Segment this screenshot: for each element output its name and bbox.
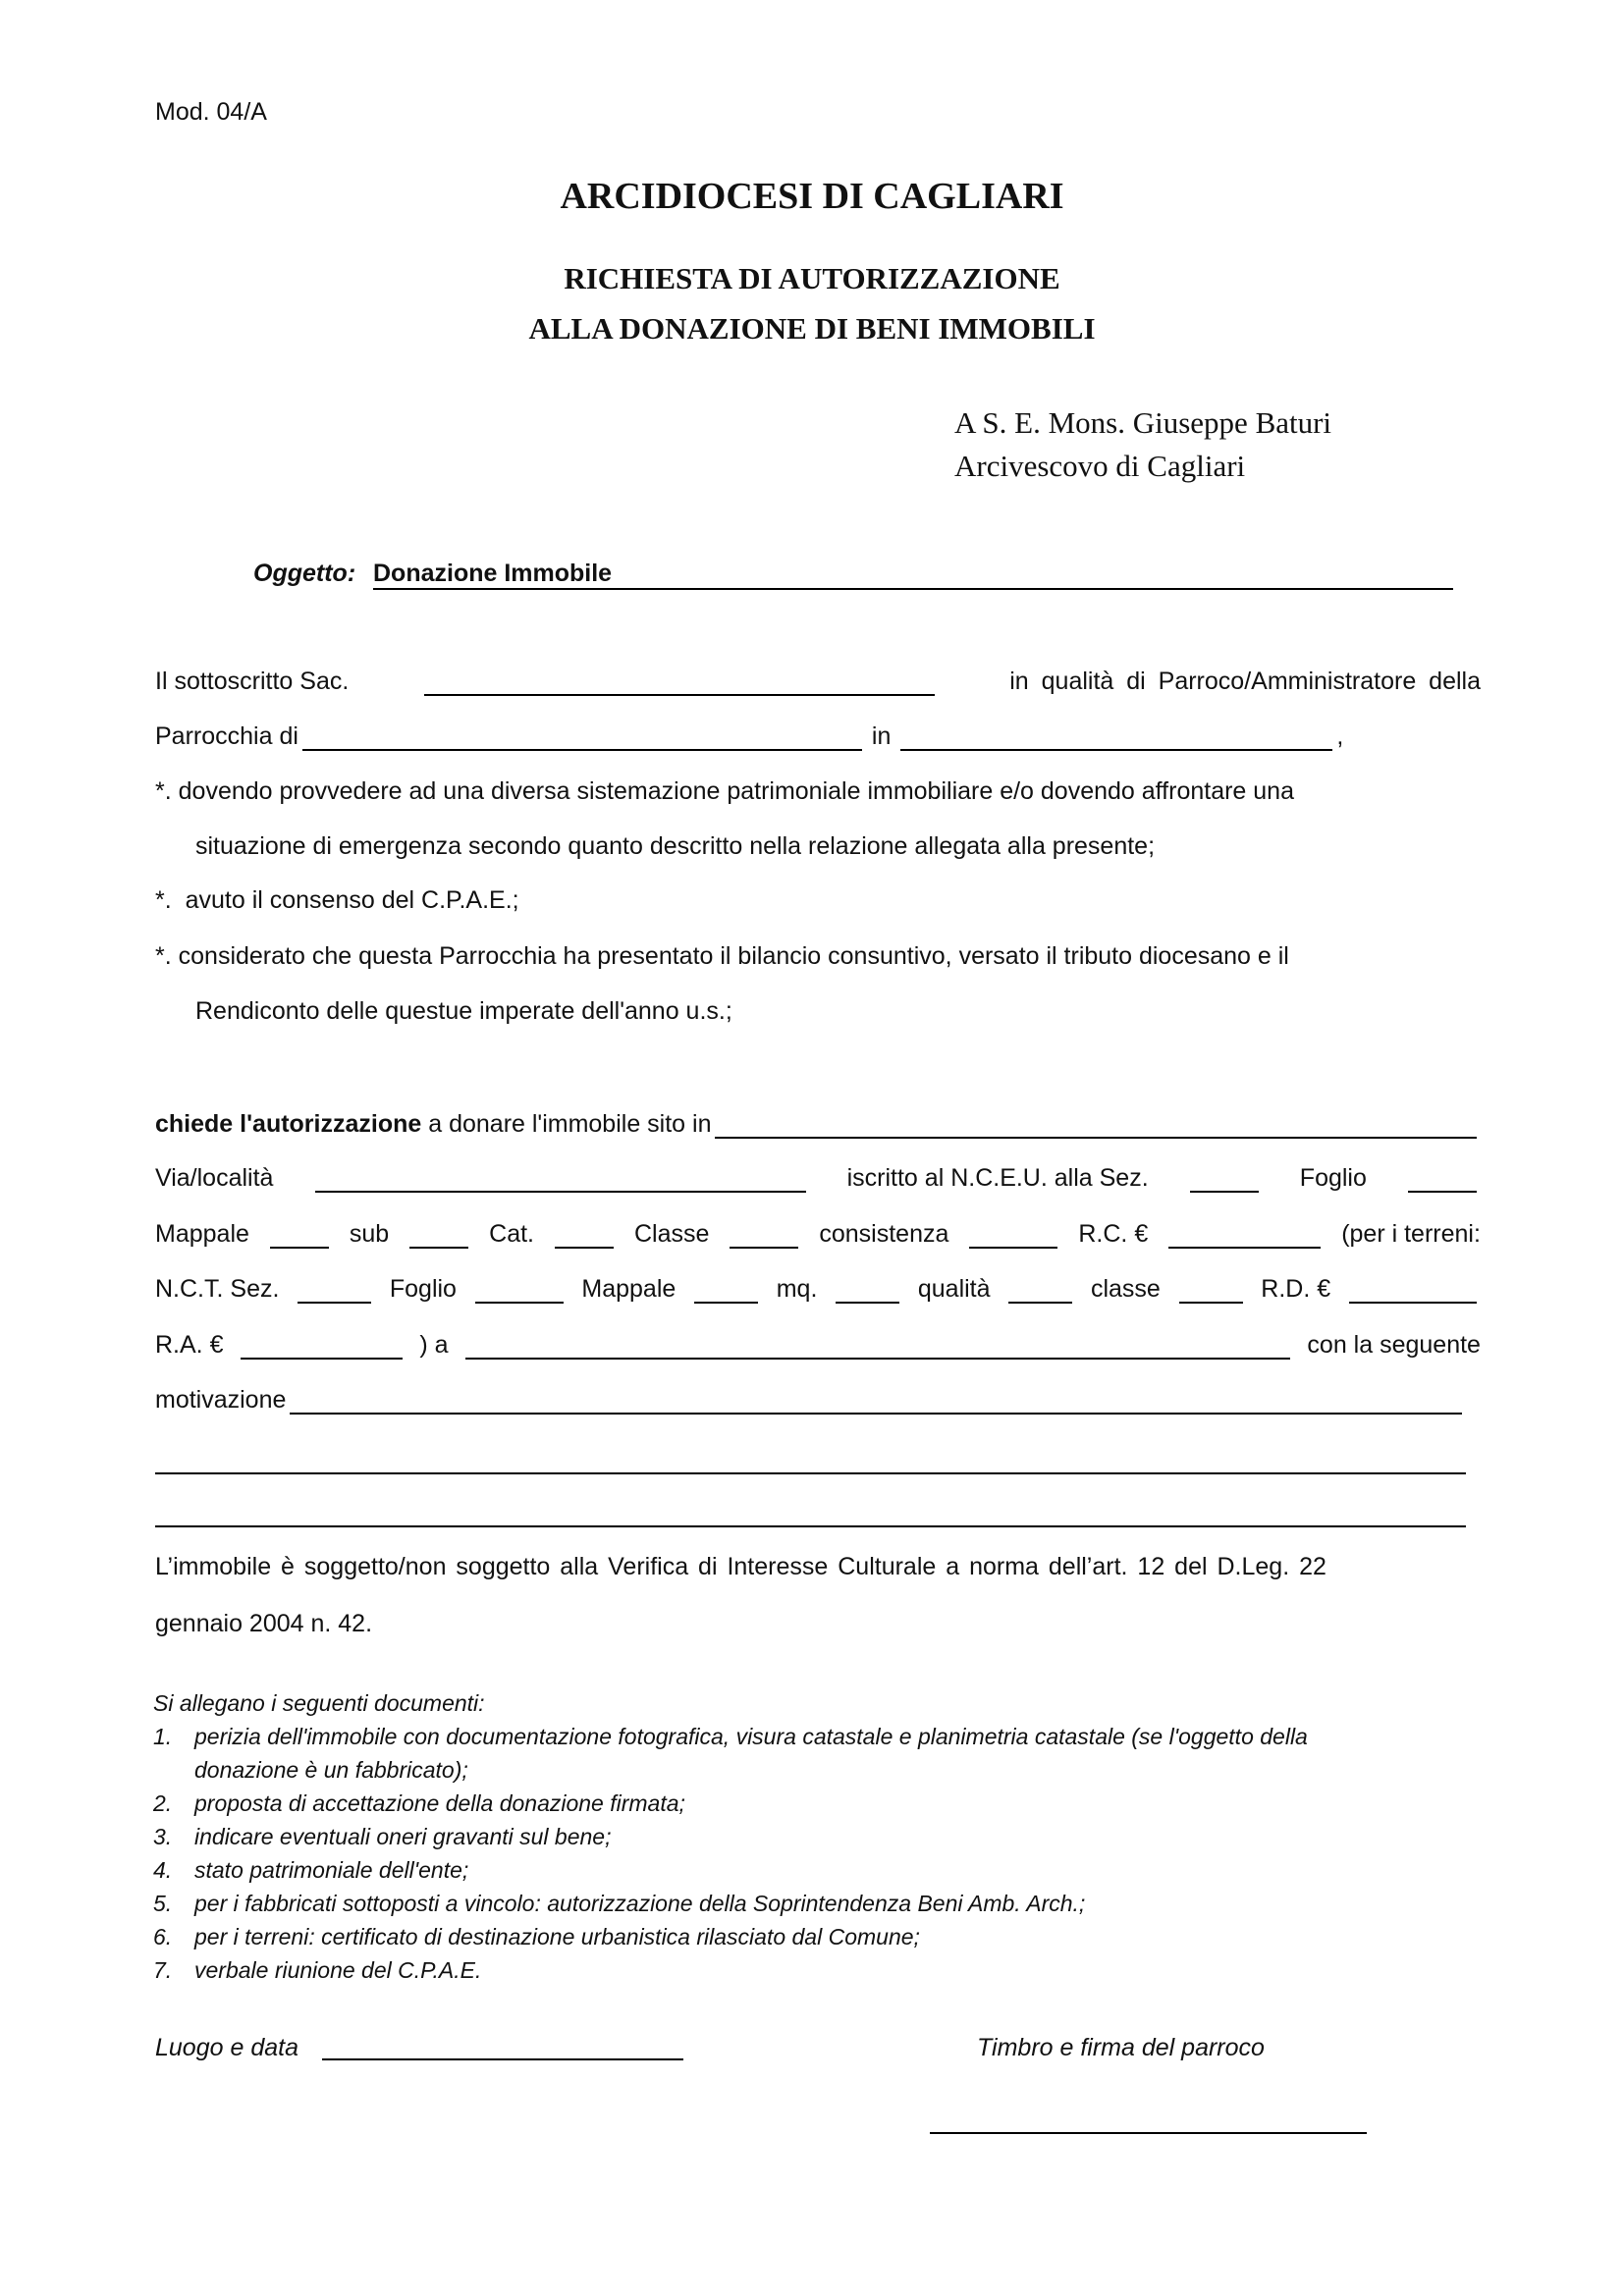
- nceu-foglio-field[interactable]: [1408, 1169, 1477, 1193]
- motivazione-label: motivazione: [155, 1386, 287, 1414]
- mq-field[interactable]: [836, 1280, 899, 1304]
- qualita-label: qualità: [917, 1275, 991, 1303]
- premise-2-text: avuto il consenso del C.P.A.E.;: [185, 886, 519, 914]
- attachment-item-2: [153, 1790, 685, 1817]
- item-number: 7.: [153, 1957, 173, 1983]
- mq-label: mq.: [776, 1275, 818, 1303]
- item-text: per i fabbricati sottoposti a vincolo: autorizzazione della Soprintendenza Beni Amb. Arch.;: [194, 1891, 1086, 1916]
- nct-foglio-field[interactable]: [475, 1280, 564, 1304]
- nct-classe-field[interactable]: [1179, 1280, 1243, 1304]
- premise-bullet: *.: [155, 942, 172, 970]
- motivazione-line-2[interactable]: [155, 1472, 1466, 1474]
- premise-1-line2-text: situazione di emergenza secondo quanto descritto nella relazione allegata alla presente;: [195, 832, 1156, 860]
- premise-3-line2: [195, 997, 1521, 1026]
- signature-field[interactable]: [930, 2132, 1367, 2134]
- parish-comma: ,: [1336, 722, 1344, 750]
- nceu-sez-field[interactable]: [1190, 1169, 1259, 1193]
- attachment-item-6: [153, 1924, 920, 1950]
- document-subtitle-line1: RICHIESTA DI AUTORIZZAZIONE: [564, 261, 1060, 295]
- rc-field[interactable]: [1168, 1225, 1321, 1249]
- qualita-field[interactable]: [1008, 1280, 1072, 1304]
- mappale-label: Mappale: [155, 1220, 249, 1248]
- item-number: 5.: [153, 1891, 173, 1916]
- premise-3-line1-text: considerato che questa Parrocchia ha presentato il bilancio consuntivo, versato il tributo diocesano e il: [178, 942, 1289, 970]
- rd-field[interactable]: [1349, 1280, 1477, 1304]
- document-title: ARCIDIOCESI DI CAGLIARI: [560, 176, 1064, 217]
- classe-field[interactable]: [730, 1225, 798, 1249]
- item-text: stato patrimoniale dell'ente;: [194, 1857, 469, 1883]
- premise-2: [155, 886, 1481, 915]
- request-row-1: [155, 1110, 1481, 1139]
- document-subtitle-line2: ALLA DONAZIONE DI BENI IMMOBILI: [528, 311, 1096, 346]
- attachment-item-3: [153, 1824, 612, 1850]
- property-location-field[interactable]: [715, 1115, 1477, 1139]
- request-row-4: [155, 1275, 1481, 1304]
- sub-label: sub: [349, 1220, 390, 1248]
- item-text: proposta di accettazione della donazione firmata;: [194, 1790, 685, 1816]
- via-label: Via/località: [155, 1164, 274, 1192]
- request-row-2: [155, 1164, 1481, 1193]
- subject-label-text: Oggetto:: [253, 560, 356, 587]
- recipient-field[interactable]: [465, 1336, 1290, 1360]
- attachment-item-1: [153, 1724, 1308, 1750]
- request-row-6: [155, 1386, 1466, 1415]
- item-number: 2.: [153, 1790, 173, 1816]
- item-text: verbale riunione del C.P.A.E.: [194, 1957, 482, 1983]
- item-text: perizia dell'immobile con documentazione fotografica, visura catastale e planimetria catastale (se l'oggetto della: [194, 1724, 1308, 1749]
- cultural-note-text-2: gennaio 2004 n. 42.: [155, 1610, 373, 1637]
- request-row-5: [155, 1331, 1481, 1360]
- subject-value[interactable]: Donazione Immobile: [373, 560, 613, 587]
- nct-sez-field[interactable]: [298, 1280, 371, 1304]
- nceu-label: iscritto al N.C.E.U. alla Sez.: [846, 1164, 1149, 1192]
- parish-in-label: in: [871, 722, 892, 750]
- premise-1-line1: [155, 777, 1481, 806]
- sottoscritto-label: Il sottoscritto Sac.: [155, 667, 350, 695]
- premise-3-line2-text: Rendiconto delle questue imperate dell'anno u.s.;: [195, 997, 732, 1025]
- rd-label: R.D. €: [1261, 1275, 1331, 1303]
- premise-1-line2: [195, 832, 1521, 861]
- request-row-3: [155, 1220, 1481, 1249]
- premise-1-line1-text: dovendo provvedere ad una diversa sistemazione patrimoniale immobiliare e/o dovendo affrontare una: [178, 777, 1294, 805]
- foglio-label: Foglio: [1299, 1164, 1367, 1192]
- addressee-title: Arcivescovo di Cagliari: [954, 449, 1246, 483]
- cultural-note-line1: [155, 1553, 1481, 1581]
- item-number: 4.: [153, 1857, 173, 1883]
- attachments-heading: Si allegano i seguenti documenti:: [153, 1690, 485, 1716]
- premise-1-text: [155, 777, 1294, 806]
- recipient-label: ) a: [419, 1331, 449, 1359]
- sub-field[interactable]: [409, 1225, 468, 1249]
- motivazione-field[interactable]: [290, 1391, 1462, 1415]
- consistenza-label: consistenza: [819, 1220, 949, 1248]
- subject-label: [253, 560, 355, 588]
- seguente-label: con la seguente: [1307, 1331, 1481, 1359]
- parish-name-field[interactable]: [302, 727, 862, 751]
- request-text: a donare l'immobile sito in: [428, 1110, 712, 1138]
- nct-foglio-label: Foglio: [389, 1275, 457, 1303]
- attachment-item-5: [153, 1891, 1085, 1917]
- cultural-note-text-1: L’immobile è soggetto/non soggetto alla Verifica di Interesse Culturale a norma dell’art. 12 del D.Leg. 22: [155, 1553, 1326, 1580]
- parrocchia-label: Parrocchia di: [155, 722, 298, 750]
- item-number: 3.: [153, 1824, 173, 1849]
- mappale-field[interactable]: [270, 1225, 329, 1249]
- cat-label: Cat.: [489, 1220, 535, 1248]
- attachment-item-1-cont: donazione è un fabbricato);: [194, 1757, 468, 1783]
- subject-underline: [373, 588, 1453, 590]
- motivazione-line-3[interactable]: [155, 1525, 1466, 1527]
- request-bold-lead: chiede l'autorizzazione: [155, 1110, 422, 1138]
- ra-label: R.A. €: [155, 1331, 224, 1359]
- item-text: per i terreni: certificato di destinazione urbanistica rilasciato dal Comune;: [194, 1924, 920, 1949]
- parish-location-field[interactable]: [900, 727, 1332, 751]
- model-code: Mod. 04/A: [155, 98, 267, 126]
- premise-bullet: *.: [155, 777, 172, 805]
- cat-field[interactable]: [555, 1225, 614, 1249]
- rc-label: R.C. €: [1078, 1220, 1149, 1248]
- priest-name-field[interactable]: [424, 672, 935, 696]
- premise-bullet: *.: [155, 886, 172, 914]
- consistenza-field[interactable]: [969, 1225, 1057, 1249]
- nct-sez-label: N.C.T. Sez.: [155, 1275, 280, 1303]
- premise-3-line1: [155, 942, 1481, 971]
- terreni-label: (per i terreni:: [1341, 1220, 1481, 1248]
- nct-mappale-field[interactable]: [694, 1280, 758, 1304]
- classe-label: Classe: [633, 1220, 710, 1248]
- addressee-name: A S. E. Mons. Giuseppe Baturi: [954, 405, 1332, 440]
- item-number: 1.: [153, 1724, 173, 1749]
- signature-label: Timbro e firma del parroco: [977, 2034, 1265, 2061]
- role-label: in qualità di Parroco/Amministratore della: [1009, 667, 1481, 695]
- place-date-field[interactable]: [322, 2058, 683, 2060]
- nct-mappale-label: Mappale: [581, 1275, 677, 1303]
- intro-parrocchia-row: [155, 722, 1481, 751]
- item-text: indicare eventuali oneri gravanti sul bene;: [194, 1824, 612, 1849]
- nct-classe-label: classe: [1090, 1275, 1161, 1303]
- intro-sottoscritto-row: [155, 667, 1481, 696]
- attachment-item-7: [153, 1957, 481, 1984]
- place-date-label: Luogo e data: [155, 2034, 298, 2061]
- ra-field[interactable]: [241, 1336, 403, 1360]
- attachment-item-4: [153, 1857, 468, 1884]
- via-field[interactable]: [315, 1169, 806, 1193]
- item-number: 6.: [153, 1924, 173, 1949]
- cultural-note-line2: [155, 1610, 1481, 1638]
